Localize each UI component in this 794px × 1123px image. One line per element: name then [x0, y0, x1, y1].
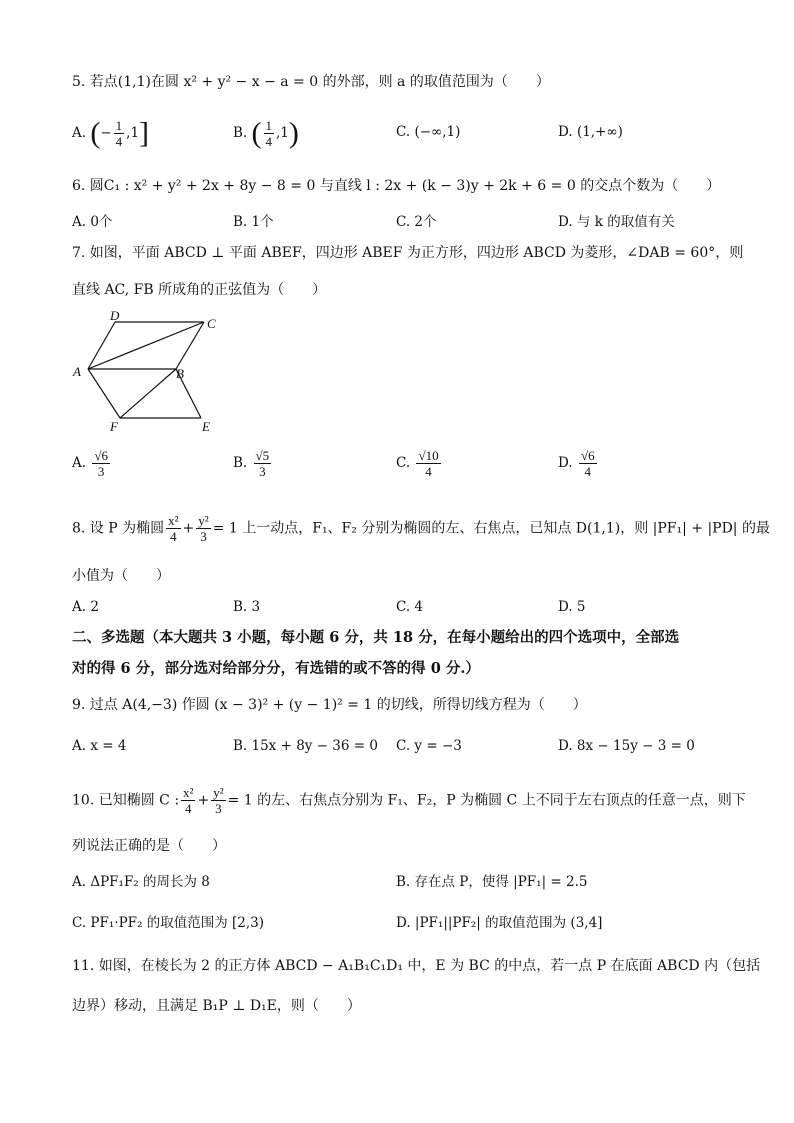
q7-option-a-fraction: $\frac{√6}{3}$ — [94, 448, 108, 479]
q8-option-a: A. 2 — [72, 599, 99, 615]
q6-option-a: A. 0个 — [72, 214, 113, 230]
q6-option-b: B. 1个 — [233, 214, 274, 230]
q7-label-f: F — [110, 419, 118, 434]
q5-option-a-tail: ,1 — [126, 125, 140, 141]
q8-option-d: D. 5 — [558, 599, 586, 615]
q5-option-d-text: (1,+∞) — [576, 124, 623, 140]
q7-option-c-fraction: $\frac{√10}{4}$ — [418, 448, 439, 479]
q11-stem-line2: 边界）移动，且满足 B₁P ⊥ D₁E，则（ ） — [72, 998, 361, 1014]
q7-figure — [68, 306, 218, 436]
q10-option-b: B. 存在点 P，使得 |PF₁| = 2.5 — [396, 874, 588, 890]
q5-option-a-label: A. — [72, 125, 87, 141]
q9-stem: 9. 过点 A(4,−3) 作圆 (x − 3)² + (y − 1)² = 1 的切线，所得切线方程为（ ） — [72, 697, 587, 713]
q8-frac-y: $\frac{\text{y²}}{3}$ — [198, 513, 209, 544]
q10-stem-line2: 列说法正确的是（ ） — [72, 838, 226, 854]
q10-frac-y: $\frac{\text{y²}}{3}$ — [213, 785, 224, 816]
q5-option-b-tail: ,1 — [276, 125, 289, 141]
q8-frac-x: $\frac{\text{x²}}{4}$ — [168, 513, 179, 544]
q5-option-b-label: B. — [233, 125, 248, 141]
q7-edge-ac — [88, 322, 204, 369]
q10-frac-x: $\frac{\text{x²}}{4}$ — [183, 785, 194, 816]
q7-option-d: D. $\frac{√6}{4}$ — [558, 448, 595, 479]
q7-stem-line2: 直线 AC, FB 所成角的正弦值为（ ） — [72, 282, 327, 298]
q8-stem-line2: 小值为（ ） — [72, 568, 170, 584]
q10-option-d: D. |PF₁||PF₂| 的取值范围为 (3,4] — [396, 915, 603, 931]
q7-edge-ad — [88, 322, 115, 369]
q8-option-c: C. 4 — [396, 599, 424, 615]
q7-option-a: A. $\frac{√6}{3}$ — [72, 448, 108, 479]
q7-edge-fb — [120, 369, 176, 418]
q7-option-b: B. $\frac{√5}{3}$ — [233, 448, 270, 479]
q8-option-b: B. 3 — [233, 599, 261, 615]
q8-stem-line1: 8. 设 P 为椭圆 $\frac{\text{x²}}{4}$ + $\frac{\text{y²}}{3}$ = 1 上一动点，F₁、F₂ 分别为椭圆的左、右焦点，已知点 D(1,1)，则 |PF₁| + |PD| 的最 — [72, 513, 770, 544]
q7-label-d: D — [110, 308, 120, 323]
q5-option-c-text: (−∞,1) — [414, 124, 461, 140]
section2-header-line1: 二、多选题（本大题共 3 小题，每小题 6 分，共 18 分，在每小题给出的四个选项中，全部选 — [72, 629, 680, 646]
q6-stem: 6. 圆C₁ : x² + y² + 2x + 8y − 8 = 0 与直线 l : 2x + (k − 3)y + 2k + 6 = 0 的交点个数为（ ） — [72, 178, 721, 194]
q6-option-c: C. 2个 — [396, 214, 437, 230]
q7-option-b-fraction: $\frac{√5}{3}$ — [255, 448, 270, 479]
q7-label-b: B — [176, 366, 184, 381]
q11-stem-line1: 11. 如图，在棱长为 2 的正方体 ABCD − A₁B₁C₁D₁ 中，E 为 BC 的中点，若一点 P 在底面 ABCD 内（包括 — [72, 958, 761, 974]
q7-label-c: C — [207, 316, 216, 331]
q7-option-d-fraction: $\frac{√6}{4}$ — [580, 448, 595, 479]
q7-edge-af — [88, 369, 120, 418]
q7-label-e: E — [202, 419, 210, 434]
q10-option-c: C. PF₁·PF₂ 的取值范围为 [2,3) — [72, 915, 265, 931]
q5-option-a-sign: − — [100, 125, 112, 141]
q10-stem-line1: 10. 已知椭圆 C : $\frac{\text{x²}}{4}$ + $\frac{\text{y²}}{3}$ = 1 的左、右焦点分别为 F₁、F₂，P 为椭圆 C 上不同于左右顶点的任意一点，则下 — [72, 785, 746, 816]
q7-option-c: C. $\frac{√10}{4}$ — [396, 448, 439, 479]
q10-option-a: A. ΔPF₁F₂ 的周长为 8 — [72, 874, 210, 890]
q5-option-a: A. (− $\frac{1}{4}$ ,1] — [72, 116, 150, 150]
q5-option-a-fraction: $\frac{1}{4}$ — [115, 118, 123, 149]
q5-option-b: B. ( $\frac{1}{4}$ ,1) — [233, 116, 299, 150]
q7-edge-bc — [176, 322, 204, 369]
q5-option-b-fraction: $\frac{1}{4}$ — [265, 118, 273, 149]
q5-option-d: D. (1,+∞) — [558, 124, 623, 140]
q5-stem: 5. 若点(1,1)在圆 x² + y² − x − a = 0 的外部，则 a 的取值范围为（ ） — [72, 74, 550, 90]
q9-option-b: B. 15x + 8y − 36 = 0 — [233, 738, 378, 754]
q9-option-d: D. 8x − 15y − 3 = 0 — [558, 738, 695, 754]
q7-stem-line1: 7. 如图，平面 ABCD ⊥ 平面 ABEF，四边形 ABEF 为正方形，四边形 ABCD 为菱形，∠DAB = 60°，则 — [72, 245, 744, 261]
q9-option-a: A. x = 4 — [72, 738, 127, 754]
q6-option-d: D. 与 k 的取值有关 — [558, 214, 675, 230]
q7-label-a: A — [73, 364, 81, 379]
section2-header-line2: 对的得 6 分，部分选对给部分分，有选错的或不答的得 0 分.） — [72, 660, 480, 677]
q9-option-c: C. y = −3 — [396, 738, 462, 754]
q5-option-c: C. (−∞,1) — [396, 124, 461, 140]
